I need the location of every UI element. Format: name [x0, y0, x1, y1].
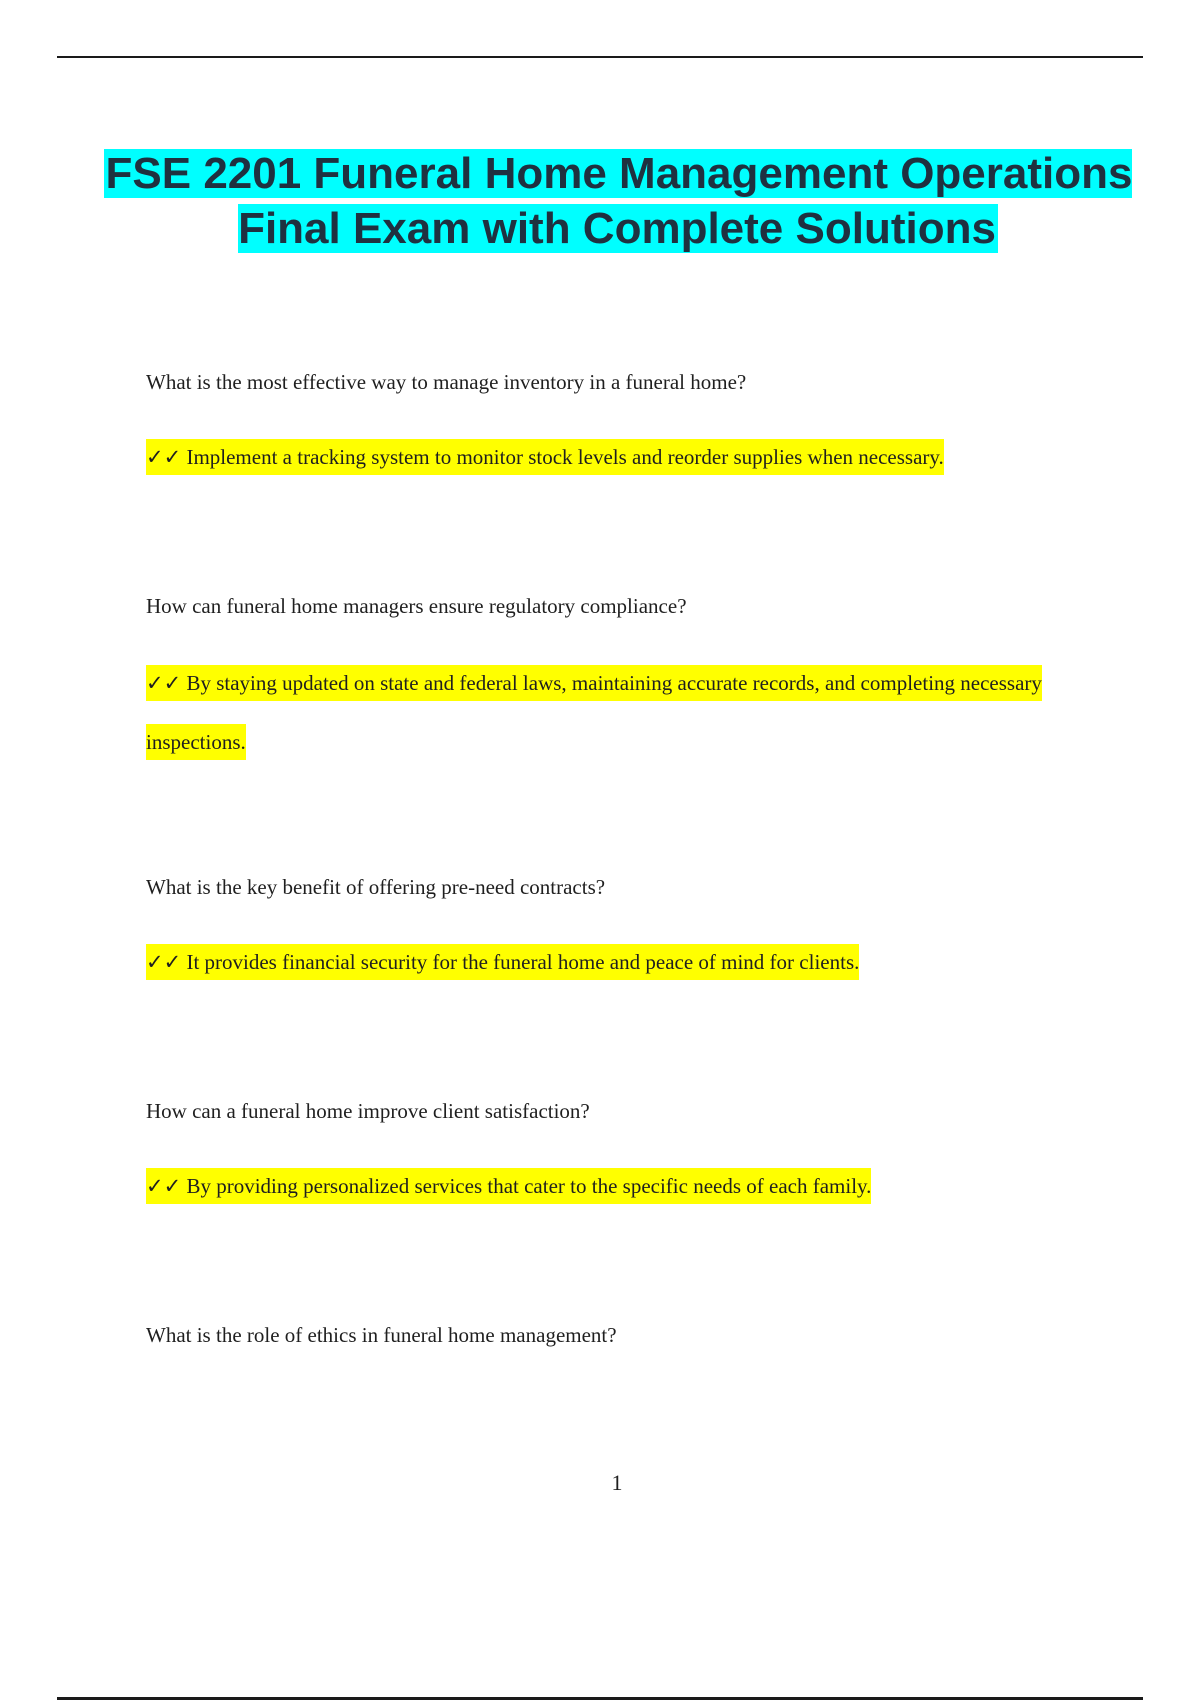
answer-highlight	[146, 1168, 871, 1204]
check-mark-icon: ✓✓	[146, 671, 182, 695]
answer-highlight	[146, 944, 859, 980]
question-3: What is the key benefit of offering pre-need contracts?	[146, 875, 606, 899]
page-number: 1	[611, 1470, 623, 1495]
question-2: How can funeral home managers ensure regulatory compliance?	[146, 594, 687, 618]
question-5: What is the role of ethics in funeral home management?	[146, 1323, 617, 1347]
answer-3	[146, 933, 1096, 992]
answer-text: By staying updated on state and federal laws, maintaining accurate records, and completing necessary inspections.	[146, 671, 1042, 754]
answer-text: By providing personalized services that cater to the specific needs of each family.	[186, 1174, 872, 1198]
check-mark-icon: ✓✓	[146, 950, 182, 974]
answer-text: Implement a tracking system to monitor stock levels and reorder supplies when necessary.	[186, 445, 944, 469]
answer-2	[146, 654, 1086, 772]
check-mark-icon: ✓✓	[146, 445, 182, 469]
document-title	[100, 146, 1136, 256]
check-mark-icon: ✓✓	[146, 1174, 182, 1198]
answer-1	[146, 428, 1096, 487]
question-4: How can a funeral home improve client satisfaction?	[146, 1099, 590, 1123]
title-highlight: FSE 2201 Funeral Home Management Operations Final Exam with Complete Solutions	[105, 149, 1133, 253]
answer-highlight	[146, 665, 1042, 760]
question-1: What is the most effective way to manage inventory in a funeral home?	[146, 370, 747, 394]
answer-4	[146, 1157, 1096, 1216]
answer-highlight	[146, 439, 944, 475]
answer-text: It provides financial security for the funeral home and peace of mind for clients.	[186, 950, 860, 974]
top-rule	[57, 56, 1143, 58]
